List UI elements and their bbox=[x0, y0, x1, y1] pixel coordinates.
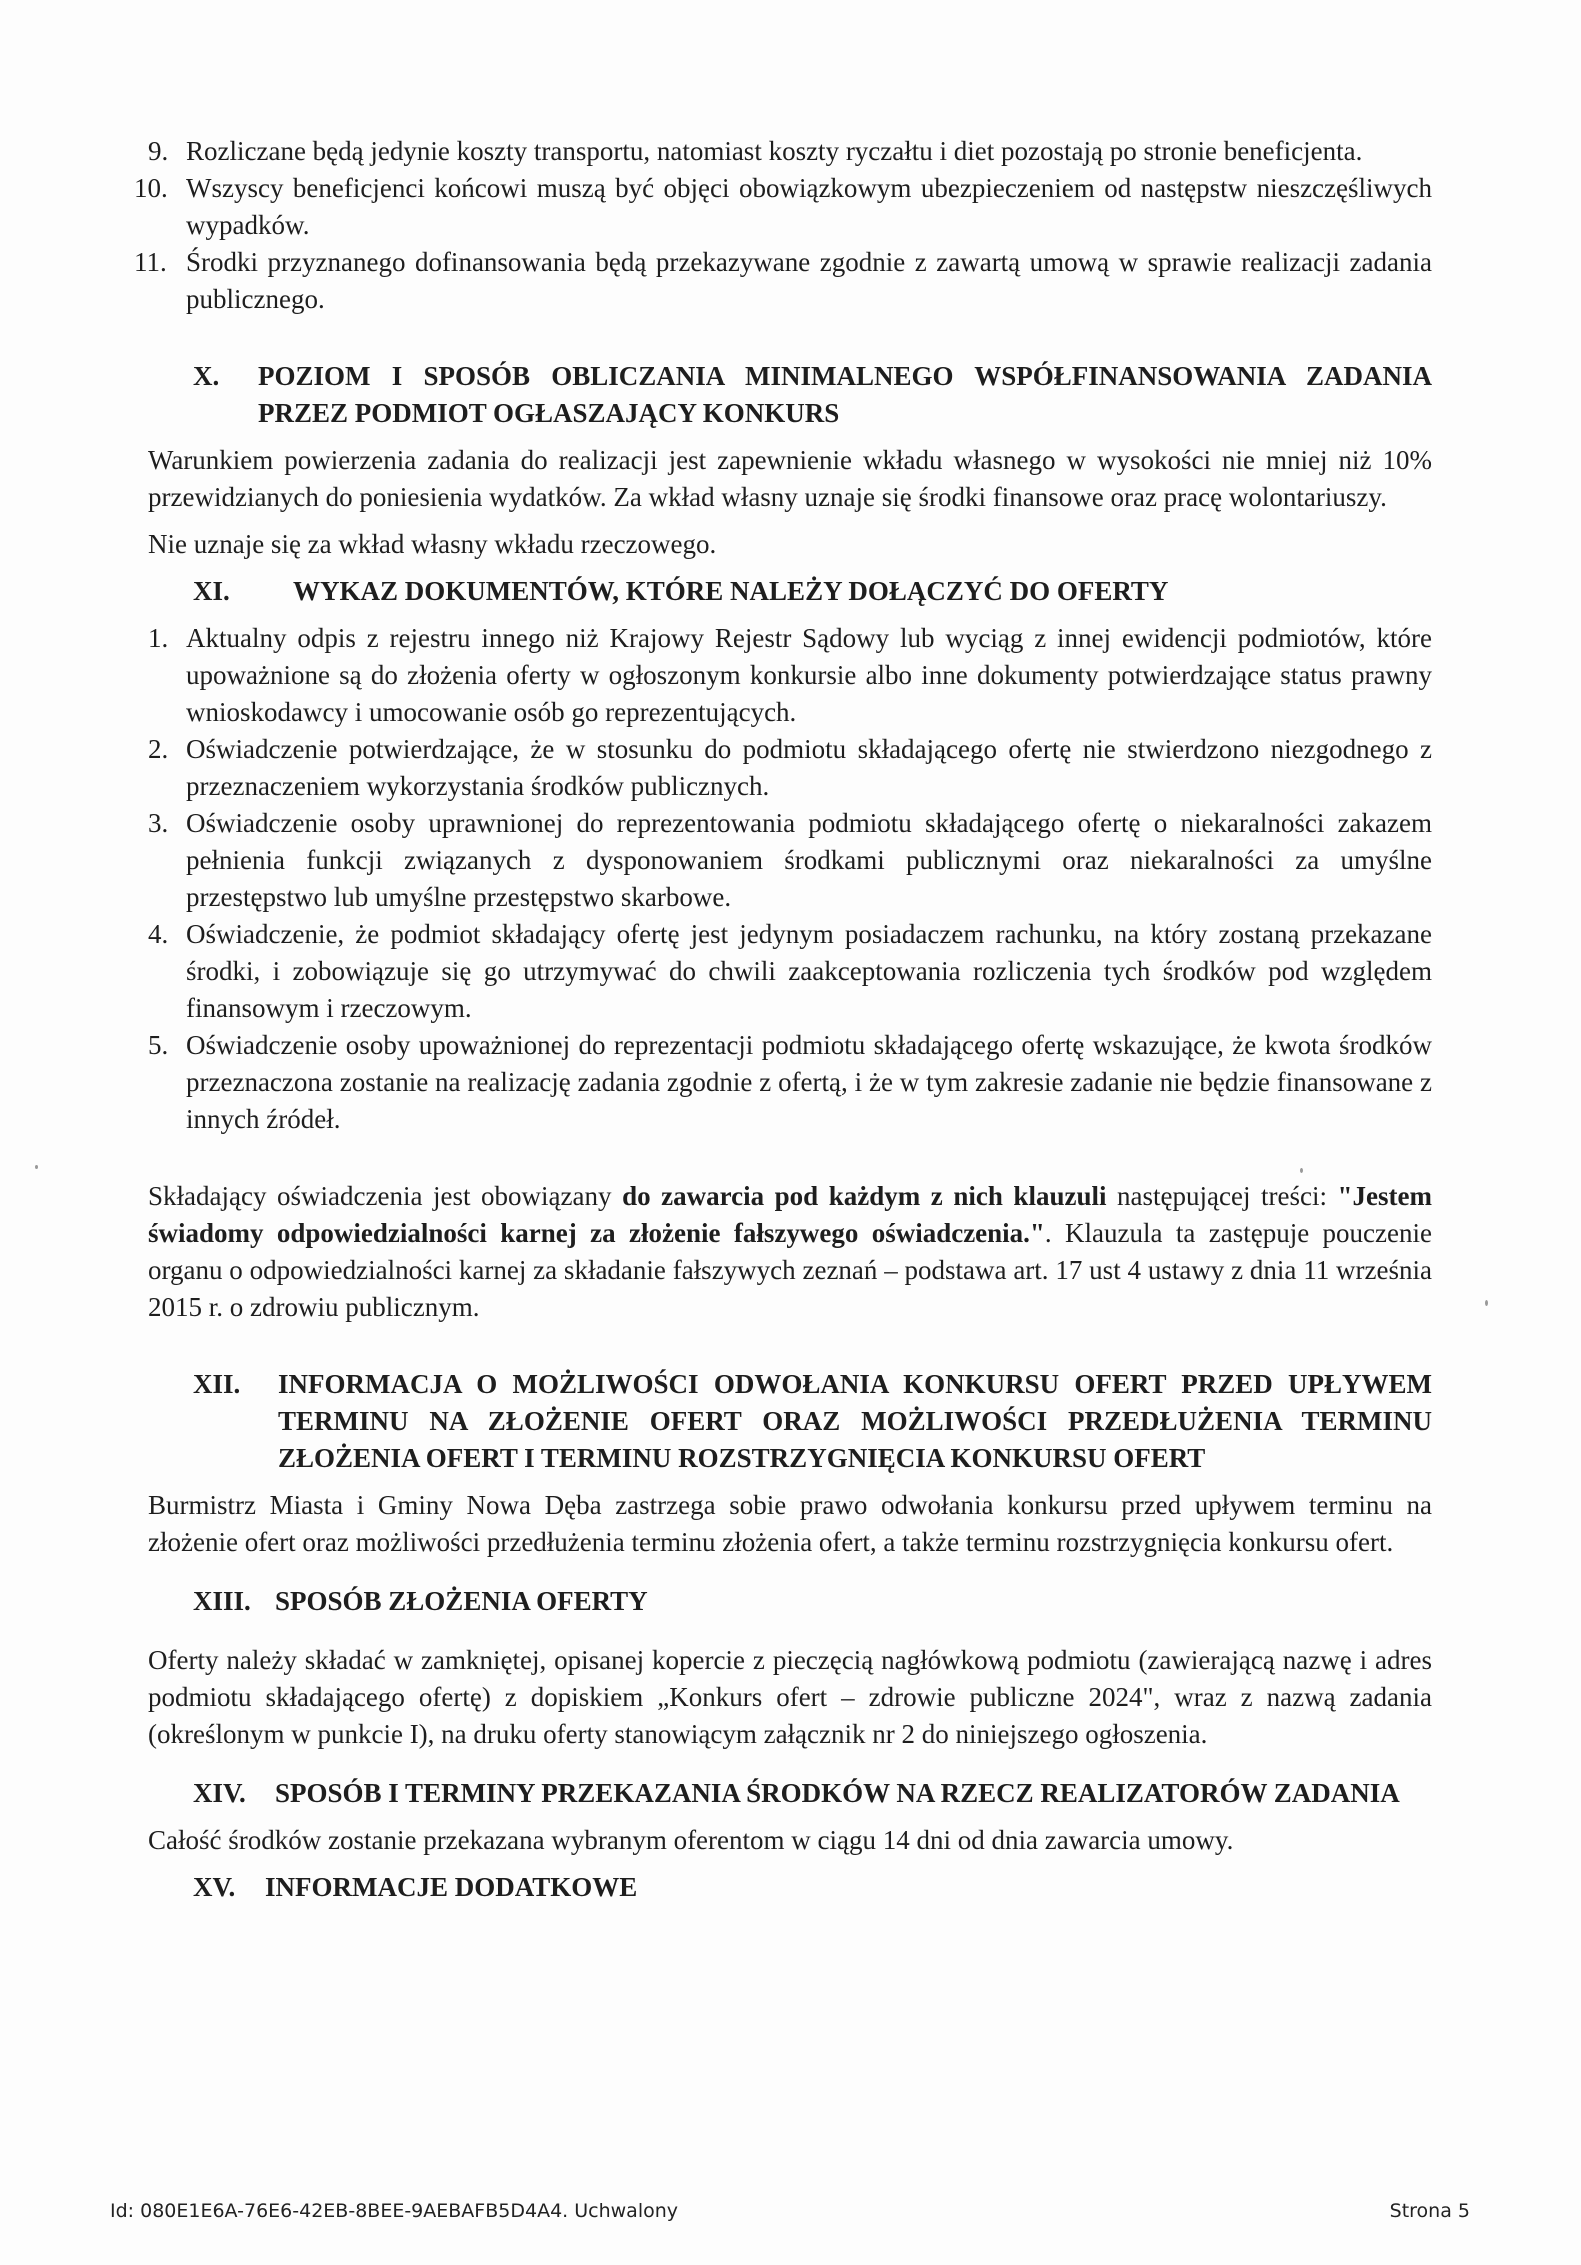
list-item bbox=[148, 1027, 1432, 1138]
list-item bbox=[148, 620, 1432, 731]
list-item-number: 1. bbox=[148, 623, 169, 653]
list-item-text: Wszyscy beneficjenci końcowi muszą być objęci obowiązkowym ubezpieczeniem od następstw nieszczęśliwych wypadków. bbox=[186, 173, 1432, 240]
list-item-number: 3. bbox=[148, 808, 169, 838]
clause-text: Składający oświadczenia jest obowiązany bbox=[148, 1181, 623, 1211]
list-item-text: Oświadczenie osoby uprawnionej do reprezentowania podmiotu składającego ofertę o niekaralności zakazem pełnienia funkcji związanych z dysponowaniem środkami publicznymi oraz niekaralności za umyślne przestępstwo lub umyślne przestępstwo skarbowe. bbox=[186, 808, 1432, 912]
list-item-number: 9. bbox=[148, 136, 169, 166]
list-item-text: Oświadczenie osoby upoważnionej do reprezentacji podmiotu składającego ofertę wskazujące, że kwota środków przeznaczona zostanie na realizację zadania zgodnie z ofertą, i że w tym zakresie zadanie nie będzie finansowane z innych źródeł. bbox=[186, 1030, 1432, 1134]
section-title: POZIOM I SPOSÓB OBLICZANIA MINIMALNEGO WSPÓŁFINANSOWANIA ZADANIA PRZEZ PODMIOT OGŁASZAJĄCY KONKURS bbox=[258, 361, 1432, 428]
section-title: SPOSÓB ZŁOŻENIA OFERTY bbox=[275, 1586, 648, 1616]
clause-quote: "Jestem świadomy odpowiedzialności karnej za złożenie fałszywego oświadczenia." bbox=[148, 1181, 1432, 1248]
section-number: XII. bbox=[193, 1369, 241, 1399]
document-id: Id: 080E1E6A-76E6-42EB-8BEE-9AEBAFB5D4A4. Uchwalony bbox=[110, 2200, 679, 2222]
section-heading-xi bbox=[193, 573, 1432, 610]
clause-text: . Klauzula ta zastępuje pouczenie organu o odpowiedzialności karnej za składanie fałszywych zeznań – podstawa art. 17 ust 4 ustawy z dnia 11 września 2015 r. o zdrowiu publicznym. bbox=[148, 1218, 1432, 1322]
paragraph: Całość środków zostanie przekazana wybranym oferentom w ciągu 14 dni od dnia zawarcia umowy. bbox=[148, 1825, 1234, 1855]
section-number: XIV. bbox=[193, 1778, 246, 1808]
clause-paragraph bbox=[148, 1178, 1432, 1326]
list-item bbox=[148, 916, 1432, 1027]
list-item-number: 5. bbox=[148, 1030, 169, 1060]
page-content bbox=[134, 133, 1432, 1906]
list-item bbox=[148, 133, 1432, 170]
document-list bbox=[148, 620, 1432, 1138]
list-item-number: 10. bbox=[134, 173, 168, 203]
paragraph: Nie uznaje się za wkład własny wkładu rzeczowego. bbox=[148, 529, 717, 559]
section-heading-xii bbox=[193, 1366, 1432, 1477]
list-item bbox=[134, 170, 1432, 244]
paragraph: Warunkiem powierzenia zadania do realizacji jest zapewnienie wkładu własnego w wysokości nie mniej niż 10% przewidzianych do poniesienia wydatków. Za wkład własny uznaje się środki finansowe oraz pracę wolontariuszy. bbox=[148, 445, 1432, 512]
clause-text: następującej treści: bbox=[1106, 1181, 1338, 1211]
section-heading-x bbox=[193, 358, 1432, 432]
list-item bbox=[134, 244, 1432, 318]
list-item-text: Środki przyznanego dofinansowania będą przekazywane zgodnie z zawartą umową w sprawie realizacji zadania publicznego. bbox=[186, 247, 1432, 314]
list-item-text: Rozliczane będą jedynie koszty transportu, natomiast koszty ryczałtu i diet pozostają po stronie beneficjenta. bbox=[186, 136, 1363, 166]
list-item-number: 11. bbox=[134, 247, 167, 277]
list-item-text: Oświadczenie, że podmiot składający ofertę jest jedynym posiadaczem rachunku, na który zostaną przekazane środki, i zobowiązuje się go utrzymywać do chwili zaakceptowania rozliczenia tych środków pod względem finansowym i rzeczowym. bbox=[186, 919, 1432, 1023]
list-item-text: Oświadczenie potwierdzające, że w stosunku do podmiotu składającego ofertę nie stwierdzono niezgodnego z przeznaczeniem wykorzystania środków publicznych. bbox=[186, 734, 1432, 801]
list-item-number: 2. bbox=[148, 734, 169, 764]
page-number: Strona 5 bbox=[1389, 2200, 1470, 2222]
section-heading-xiii bbox=[193, 1583, 1432, 1620]
section-title: WYKAZ DOKUMENTÓW, KTÓRE NALEŻY DOŁĄCZYĆ DO OFERTY bbox=[293, 576, 1169, 606]
list-item-text: Aktualny odpis z rejestru innego niż Krajowy Rejestr Sądowy lub wyciąg z innej ewidencji podmiotów, które upoważnione są do złożenia oferty w ogłoszonym konkursie albo inne dokumenty potwierdzające status prawny wnioskodawcy i umocowanie osób go reprezentujących. bbox=[186, 623, 1432, 727]
paragraph: Oferty należy składać w zamkniętej, opisanej kopercie z pieczęcią nagłówkową podmiotu (zawierającą nazwę i adres podmiotu składającego ofertę) z dopiskiem „Konkurs ofert – zdrowie publiczne 2024", wraz z nazwą zadania (określonym w punkcie I), na druku oferty stanowiącym załącznik nr 2 do niniejszego ogłoszenia. bbox=[148, 1645, 1432, 1749]
scan-speck bbox=[1300, 1168, 1303, 1173]
section-title: INFORMACJA O MOŻLIWOŚCI ODWOŁANIA KONKURSU OFERT PRZED UPŁYWEM TERMINU NA ZŁOŻENIE OFERT ORAZ MOŻLIWOŚCI PRZEDŁUŻENIA TERMINU ZŁOŻENIA OFERT I TERMINU ROZSTRZYGNIĘCIA KONKURSU OFERT bbox=[278, 1369, 1432, 1473]
list-item bbox=[148, 805, 1432, 916]
section-number: XI. bbox=[193, 576, 230, 606]
list-item bbox=[148, 731, 1432, 805]
section-number: XV. bbox=[193, 1872, 236, 1902]
list-item-number: 4. bbox=[148, 919, 169, 949]
clause-text-bold: do zawarcia pod każdym z nich klauzuli bbox=[622, 1181, 1107, 1211]
section-title: SPOSÓB I TERMINY PRZEKAZANIA ŚRODKÓW NA RZECZ REALIZATORÓW ZADANIA bbox=[275, 1778, 1400, 1808]
section-heading-xiv bbox=[193, 1775, 1432, 1812]
scan-speck bbox=[35, 1165, 38, 1169]
section-heading-xv bbox=[193, 1869, 1432, 1906]
section-title: INFORMACJE DODATKOWE bbox=[265, 1872, 638, 1902]
section-number: X. bbox=[193, 361, 220, 391]
paragraph: Burmistrz Miasta i Gminy Nowa Dęba zastrzega sobie prawo odwołania konkursu przed upływem terminu na złożenie ofert oraz możliwości przedłużenia terminu złożenia ofert, a także terminu rozstrzygnięcia konkursu ofert. bbox=[148, 1490, 1432, 1557]
scan-speck bbox=[1485, 1300, 1488, 1306]
section-number: XIII. bbox=[193, 1586, 251, 1616]
